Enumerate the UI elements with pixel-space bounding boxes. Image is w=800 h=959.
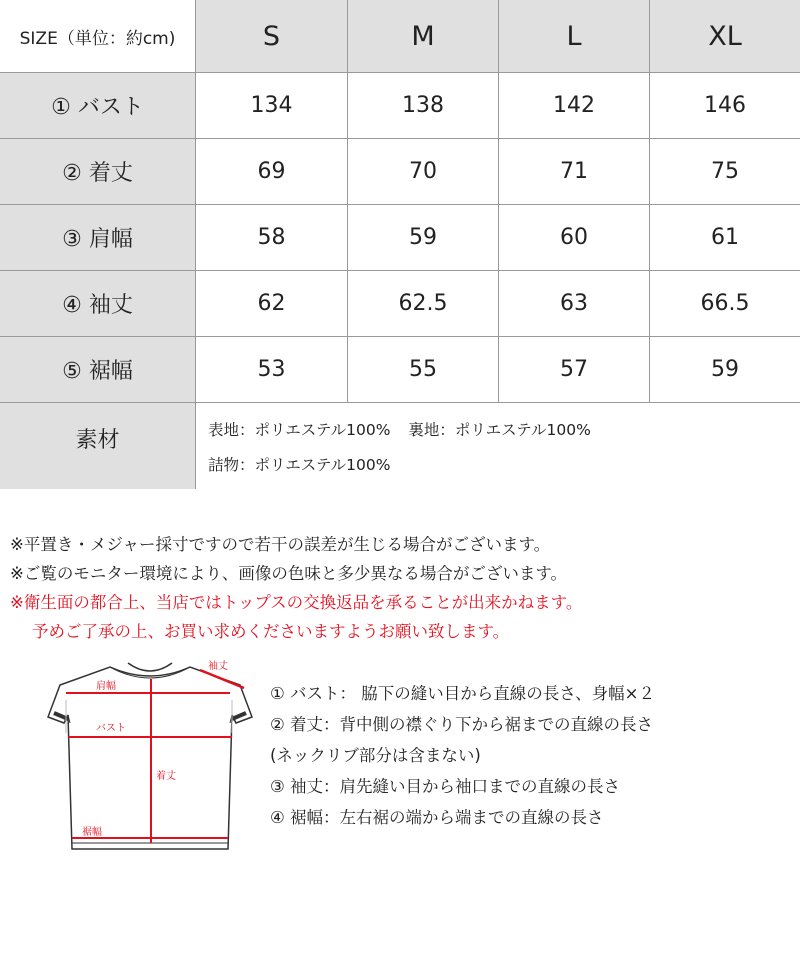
legend-item: ② 着丈：背中側の襟ぐり下から裾までの直線の長さ [270, 715, 654, 734]
table-cell: 61 [649, 205, 800, 270]
legend-item: ① バスト： 脇下の縫い目から直線の長さ、身幅×２ [270, 684, 655, 703]
table-cell: 134 [250, 93, 293, 118]
table-row-shoulder [0, 205, 800, 271]
table-cell: 59 [649, 337, 800, 402]
material-lining: 裏地：ポリエステル100% [408, 421, 591, 439]
note-acknowledge: 予めご了承の上、お買い求めくださいますようお願い致します。 [32, 622, 510, 641]
bust-label: バスト [96, 723, 126, 734]
table-row-sleeve [0, 271, 800, 337]
table-row-length [0, 139, 800, 205]
length-label: 着丈 [156, 771, 176, 782]
row-label: ② 着丈 [0, 139, 196, 204]
table-cell: 62.5 [347, 271, 498, 336]
tshirt-diagram [40, 655, 260, 855]
legend-item: (ネックリブ部分は含まない) [270, 746, 481, 765]
table-cell: 69 [257, 159, 286, 184]
table-row-material [0, 403, 800, 489]
tshirt-outline-icon [40, 655, 260, 855]
row-label: ③ 肩幅 [0, 205, 196, 270]
notes-block [10, 530, 790, 646]
row-label: ④ 袖丈 [0, 271, 196, 336]
size-header: L [498, 0, 649, 72]
table-cell: 58 [257, 225, 286, 250]
measurement-legend [270, 678, 790, 833]
material-outer: 表地：ポリエステル100% [208, 421, 391, 439]
table-cell: 66.5 [649, 271, 800, 336]
table-cell: 57 [498, 337, 649, 402]
table-cell: 55 [347, 337, 498, 402]
unit-label: SIZE（単位：約cm) [0, 0, 196, 72]
legend-item: ④ 裾幅：左右裾の端から端までの直線の長さ [270, 808, 604, 827]
row-label: ⑤ 裾幅 [0, 337, 196, 402]
table-header-row [0, 0, 800, 73]
shoulder-label: 肩幅 [96, 681, 116, 692]
material-text [196, 403, 800, 489]
note-no-returns: ※衛生面の都合上、当店ではトップスの交換返品を承ることが出来かねます。 [10, 593, 583, 612]
table-cell: 53 [257, 357, 286, 382]
table-cell: 142 [498, 73, 649, 138]
table-cell: 62 [257, 291, 286, 316]
size-header: XL [649, 0, 800, 72]
table-cell: 59 [347, 205, 498, 270]
material-filling: 詰物：ポリエステル100% [208, 456, 391, 474]
size-header: M [347, 0, 498, 72]
table-cell: 70 [347, 139, 498, 204]
table-cell: 146 [649, 73, 800, 138]
row-label: 素材 [0, 403, 196, 489]
legend-item: ③ 袖丈：肩先縫い目から袖口までの直線の長さ [270, 777, 621, 796]
size-header: S [196, 0, 347, 72]
note-monitor: ※ご覧のモニター環境により、画像の色味と多少異なる場合がございます。 [10, 564, 568, 583]
note-measurement: ※平置き・メジャー採寸ですので若干の誤差が生じる場合がございます。 [10, 535, 551, 554]
table-cell: 60 [498, 205, 649, 270]
table-cell: 63 [498, 271, 649, 336]
table-row-hem [0, 337, 800, 403]
table-cell: 71 [498, 139, 649, 204]
hem-label: 裾幅 [82, 827, 102, 838]
table-cell: 138 [347, 73, 498, 138]
table-row-bust [0, 73, 800, 139]
sleeve-label: 袖丈 [208, 661, 228, 672]
table-cell: 75 [649, 139, 800, 204]
row-label: ① バスト [0, 73, 196, 138]
